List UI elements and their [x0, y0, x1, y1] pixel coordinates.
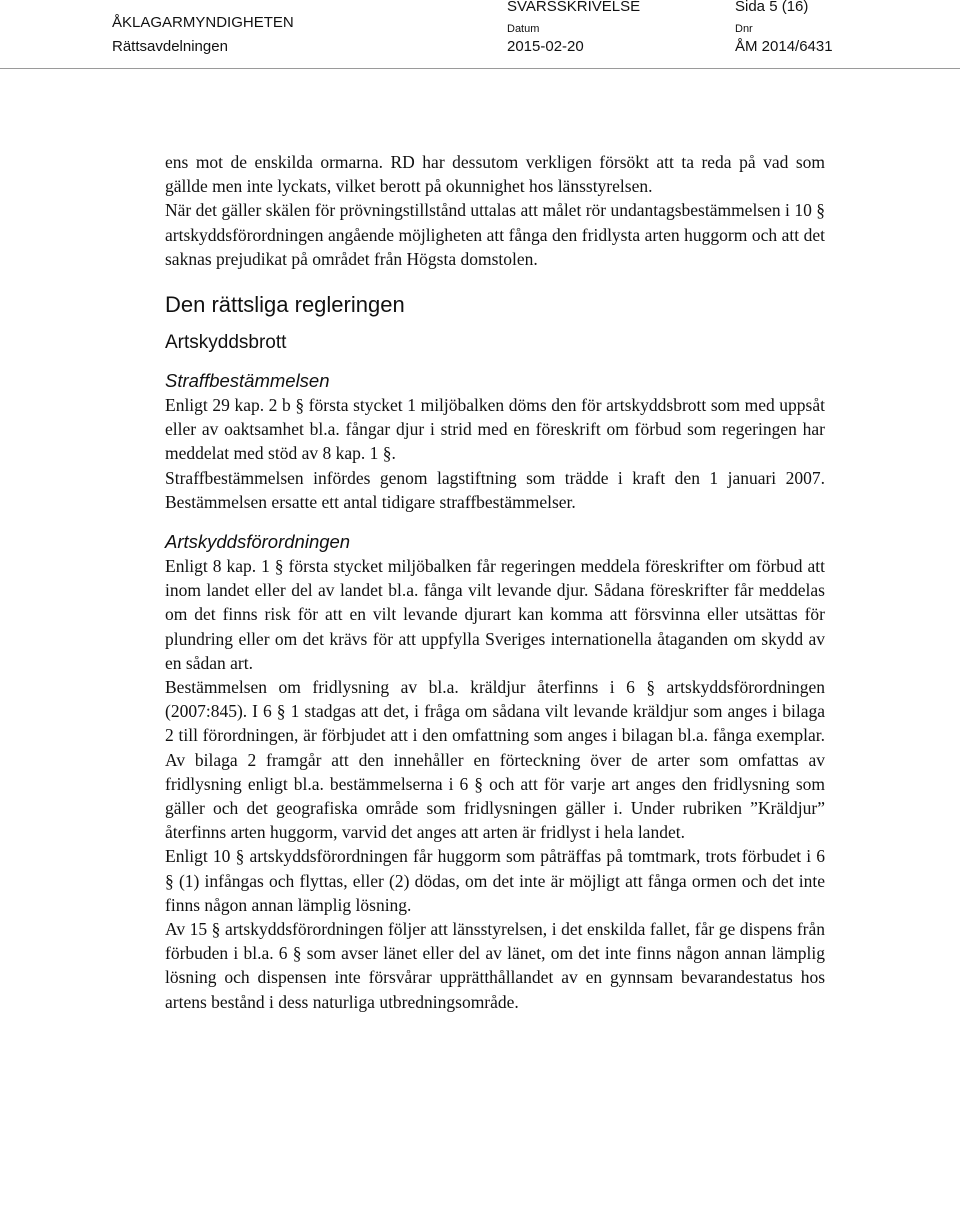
header-date-value: 2015-02-20: [507, 38, 584, 55]
header-page-number: Sida 5 (16): [735, 0, 809, 15]
subheading-straffbestammelsen: Straffbestämmelsen: [165, 370, 330, 392]
page-header: [0, 0, 960, 70]
paragraph-provision-introduced: Straffbestämmelsen infördes genom lagstiftning som trädde i kraft den 1 januari 2007. Bestämmelsen ersatte ett antal tidigare straffbestämmelser.: [165, 467, 825, 512]
header-date-label: Datum: [507, 23, 540, 35]
header-dnr-label: Dnr: [735, 23, 753, 35]
paragraph-protection-reptiles: Bestämmelsen om fridlysning av bl.a. kräldjur återfinns i 6 § artskyddsförordningen (2007:845). I 6 § 1 stadgas att det, i fråga om sådana vilt levande kräldjur som anges i bilaga 2 till förordningen, är förbjudet att i den omfattning som anges i bilagan bl.a. fånga exemplar. Av bilaga 2 framgår att den innehåller en förteckning över de arter som omfattas av fridlysning enligt bl.a. bestämmelserna i 6 § och att för varje art anges den fridlysning som gäller och det geografiska område som fridlysningen gäller i. Under rubriken ”Kräldjur” återfinns arten huggorm, varvid det anges att arten är fridlyst i hela landet.: [165, 677, 825, 843]
header-department: Rättsavdelningen: [112, 38, 228, 55]
header-org: ÅKLAGARMYNDIGHETEN: [112, 14, 294, 31]
subsection-heading: Artskyddsbrott: [165, 332, 287, 354]
header-dnr-value: ÅM 2014/6431: [735, 38, 833, 55]
paragraph-continuation: ens mot de enskilda ormarna. RD har dessutom verkligen försökt att ta reda på vad som gällde men inte lyckats, vilket berott på okunnighet hos länsstyrelsen.: [165, 152, 825, 197]
paragraph-regulation-authority: Enligt 8 kap. 1 § första stycket miljöbalken får regeringen meddela föreskrifter om förbud att inom landet eller del av landet bl.a. fånga vilt levande djur. Sådana föreskrifter får meddelas om det finns risk för att en vilt levande djurart kan komma att försvinna eller utsättas för plundring eller om det krävs för att uppfylla Sveriges internationella åtaganden om skydd av en sådan art.: [165, 556, 825, 673]
subheading-artskyddsforordningen: Artskyddsförordningen: [165, 531, 351, 553]
document-body: [165, 150, 825, 1014]
paragraph-section-10: Enligt 10 § artskyddsförordningen får huggorm som påträffas på tomtmark, trots förbudet i 6 § (1) infångas och flyttas, eller (2) dödas, om det inte är möjligt att fånga ormen och det inte finns någon annan lämplig lösning.: [165, 846, 825, 915]
paragraph-section-15: Av 15 § artskyddsförordningen följer att länsstyrelsen, i det enskilda fallet, får ge dispens från förbuden i bl.a. 6 § som avser länet eller del av länet, om det inte finns någon annan lämplig lösning och dispensen inte försvårar upprätthållandet av en gynnsam bevarandestatus hos artens bestånd i dess naturliga utbredningsområde.: [165, 919, 825, 1012]
section-heading: Den rättsliga regleringen: [165, 292, 405, 318]
paragraph-leave-to-appeal: När det gäller skälen för prövningstillstånd uttalas att målet rör undantagsbestämmelsen i 10 § artskyddsförordningen angående möjligheten att fånga den fridlysta arten huggorm och att det saknas prejudikat på området från Högsta domstolen.: [165, 200, 825, 269]
header-divider: [0, 68, 960, 69]
header-doc-type: SVARSSKRIVELSE: [507, 0, 641, 15]
paragraph-penalty-provision: Enligt 29 kap. 2 b § första stycket 1 miljöbalken döms den för artskyddsbrott som med uppsåt eller av oaktsamhet bl.a. fångar djur i strid med en föreskrift om förbud som regeringen har meddelat med stöd av 8 kap. 1 §.: [165, 395, 825, 464]
